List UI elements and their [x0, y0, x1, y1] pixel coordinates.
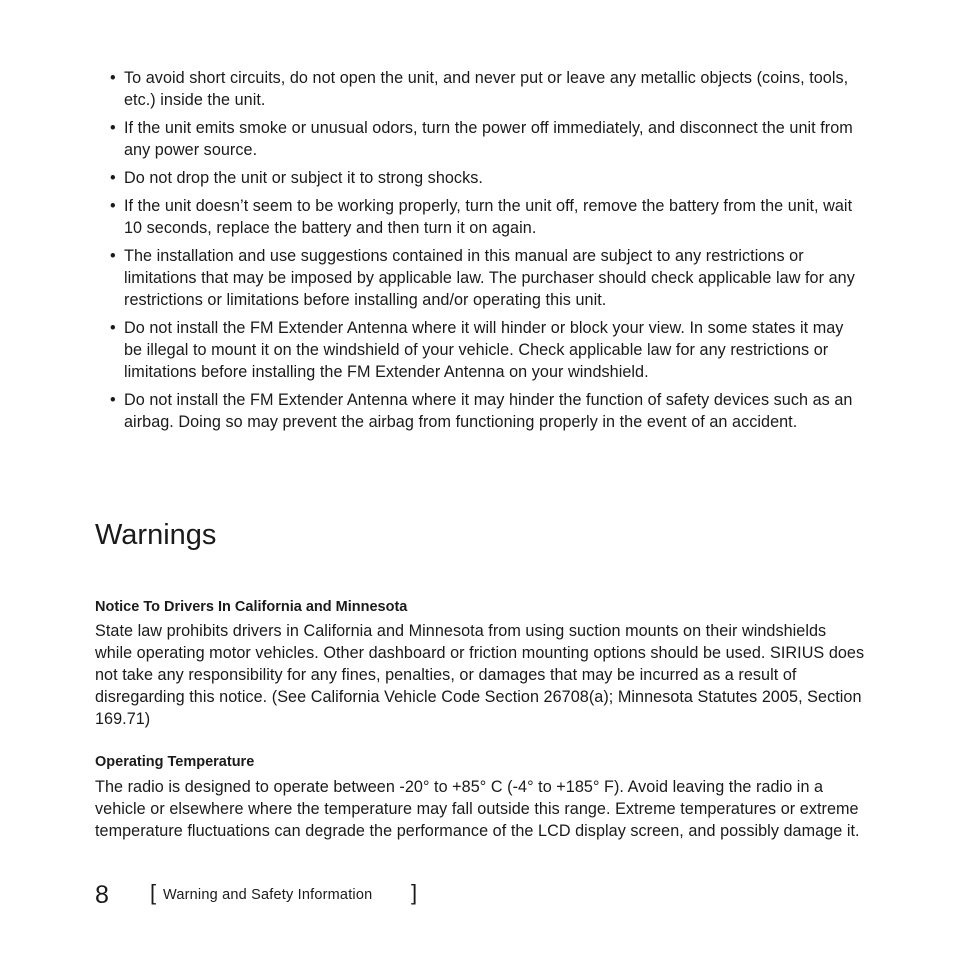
footer-section-label: Warning and Safety Information	[163, 887, 373, 903]
bullet-item	[110, 167, 862, 189]
footer-bracket-open: [	[150, 880, 157, 905]
bullet-marker: •	[110, 69, 116, 87]
bullet-item	[110, 245, 862, 311]
temperature-body: The radio is designed to operate between -20° to +85° C (-4° to +185° F). Avoid leaving the radio in a vehicle or elsewhere where the temperature may fall outside this range. Extreme temperatures or extreme temperature fluctuations can degrade the performance of the LCD display screen, and possibly damage it.	[95, 778, 860, 840]
bullet-marker: •	[110, 391, 116, 409]
bullet-text: To avoid short circuits, do not open the unit, and never put or leave any metallic objects (coins, tools, etc.) inside the unit.	[124, 69, 849, 109]
bullet-item	[110, 389, 862, 433]
page-number: 8	[95, 881, 109, 909]
bullet-text: If the unit doesn’t seem to be working properly, turn the unit off, remove the battery from the unit, wait 10 seconds, replace the battery and then turn it on again.	[124, 197, 853, 237]
bullet-text: Do not install the FM Extender Antenna where it may hinder the function of safety devices such as an airbag. Doing so may prevent the airbag from functioning properly in the event of an accident.	[124, 391, 853, 431]
bullet-text: The installation and use suggestions contained in this manual are subject to any restrictions or limitations that may be imposed by applicable law. The purchaser should check applicable law for any restrictions or limitations before installing and/or operating this unit.	[124, 247, 855, 309]
notice-title: Notice To Drivers In California and Minnesota	[95, 599, 408, 615]
section-title: Warnings	[95, 519, 217, 551]
page-footer	[95, 878, 595, 912]
bullet-marker: •	[110, 247, 116, 265]
footer-bracket-close: ]	[411, 880, 418, 905]
bullet-text: If the unit emits smoke or unusual odors, turn the power off immediately, and disconnect the unit from any power source.	[124, 119, 853, 159]
bullet-item	[110, 67, 862, 111]
bullet-item	[110, 317, 862, 383]
bullet-marker: •	[110, 319, 116, 337]
bullet-text: Do not install the FM Extender Antenna where it will hinder or block your view. In some states it may be illegal to mount it on the windshield of your vehicle. Check applicable law for any restrictions or limitations before installing the FM Extender Antenna on your windshield.	[124, 319, 844, 381]
bullet-marker: •	[110, 197, 116, 215]
bullet-marker: •	[110, 119, 116, 137]
bullet-text: Do not drop the unit or subject it to strong shocks.	[124, 169, 483, 187]
safety-bullet-list	[110, 67, 862, 439]
temperature-title: Operating Temperature	[95, 754, 255, 770]
notice-body: State law prohibits drivers in California and Minnesota from using suction mounts on their windshields while operating motor vehicles. Other dashboard or friction mounting options should be used. SIRIUS does not take any responsibility for any fines, penalties, or damages that may be incurred as a result of disregarding this notice. (See California Vehicle Code Section 26708(a); Minnesota Statutes 2005, Section 169.71)	[95, 622, 865, 728]
bullet-item	[110, 195, 862, 239]
bullet-marker: •	[110, 169, 116, 187]
bullet-item	[110, 117, 862, 161]
